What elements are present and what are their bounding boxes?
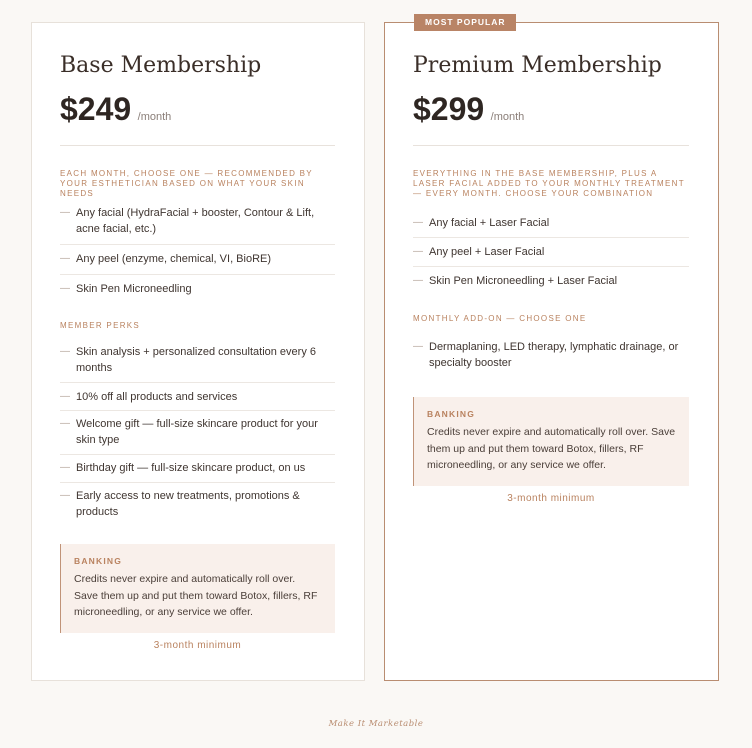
base-title: Base Membership bbox=[60, 53, 262, 78]
premium-banking-text: Credits never expire and automatically roll over. Save them up and put them toward Botox, fillers, RF microneedling, or any service we offer. bbox=[427, 426, 676, 471]
list-item: — Any facial (HydraFacial + booster, Contour & Lift, acne facial, etc.) bbox=[60, 205, 335, 245]
list-item: — Early access to new treatments, promotions & products bbox=[60, 490, 300, 518]
dash-icon: — bbox=[413, 341, 423, 352]
list-item: — Any peel (enzyme, chemical, VI, BioRE) bbox=[60, 245, 335, 275]
dash-icon: — bbox=[413, 275, 423, 286]
premium-minimum: 3-month minimum bbox=[507, 493, 595, 504]
list-item: — Birthday gift — full-size skincare product, on us bbox=[60, 455, 335, 483]
dash-icon: — bbox=[60, 253, 70, 264]
premium-banking-title: BANKING bbox=[427, 409, 476, 419]
most-popular-badge: MOST POPULAR bbox=[414, 14, 516, 31]
dash-icon: — bbox=[60, 490, 70, 501]
list-item: — Welcome gift — full-size skincare product for your skin type bbox=[60, 411, 335, 455]
dash-icon: — bbox=[60, 391, 70, 402]
base-price: $249 bbox=[60, 91, 132, 127]
dash-icon: — bbox=[413, 246, 423, 257]
list-item: — Skin Pen Microneedling bbox=[60, 283, 192, 295]
list-item: — Skin analysis + personalized consultation every 6 months bbox=[60, 344, 335, 383]
base-monthly-label: EACH MONTH, CHOOSE ONE — RECOMMENDED BY YOUR ESTHETICIAN BASED ON WHAT YOUR SKIN NEEDS bbox=[60, 169, 313, 198]
dash-icon: — bbox=[60, 418, 70, 429]
base-banking-title: BANKING bbox=[74, 556, 123, 566]
premium-membership-card bbox=[384, 17, 719, 681]
premium-addon-label: MONTHLY ADD-ON — CHOOSE ONE bbox=[413, 314, 587, 323]
premium-price: $299 bbox=[413, 91, 485, 127]
premium-period: /month bbox=[490, 111, 525, 123]
base-perks-list bbox=[60, 344, 335, 520]
base-period: /month bbox=[137, 111, 172, 123]
list-item: — Any facial + Laser Facial bbox=[413, 215, 689, 238]
premium-monthly-label: EVERYTHING IN THE BASE MEMBERSHIP, PLUS A LASER FACIAL ADDED TO YOUR MONTHLY TREATMENT — EVERY MONTH. CHOOSE YOUR COMBINATION bbox=[413, 169, 685, 198]
premium-treatment-list bbox=[413, 215, 689, 289]
dash-icon: — bbox=[413, 217, 423, 228]
list-item: — Skin Pen Microneedling + Laser Facial bbox=[413, 275, 618, 287]
base-divider bbox=[60, 145, 335, 146]
list-item: — Any peel + Laser Facial bbox=[413, 238, 689, 267]
dash-icon: — bbox=[60, 462, 70, 473]
premium-addon-list bbox=[413, 339, 689, 371]
base-banking-box bbox=[60, 544, 335, 633]
premium-banking-box bbox=[413, 397, 689, 486]
base-price-row bbox=[60, 91, 171, 128]
dash-icon: — bbox=[60, 346, 70, 357]
list-item: — Dermaplaning, LED therapy, lymphatic drainage, or specialty booster bbox=[413, 341, 679, 369]
base-perks-label: MEMBER PERKS bbox=[60, 321, 141, 330]
base-treatment-list bbox=[60, 205, 335, 297]
base-minimum: 3-month minimum bbox=[153, 640, 242, 651]
list-item: — 10% off all products and services bbox=[60, 383, 335, 411]
base-banking-text: Credits never expire and automatically roll over. Save them up and put them toward Botox, fillers, RF microneedling, or any service we offer. bbox=[74, 573, 318, 618]
premium-title: Premium Membership bbox=[413, 53, 662, 78]
dash-icon: — bbox=[60, 207, 70, 218]
dash-icon: — bbox=[60, 283, 70, 294]
premium-divider bbox=[413, 145, 689, 146]
footer-credit: Make It Marketable bbox=[328, 719, 424, 729]
base-membership-card bbox=[31, 22, 365, 681]
premium-price-row bbox=[413, 91, 524, 128]
